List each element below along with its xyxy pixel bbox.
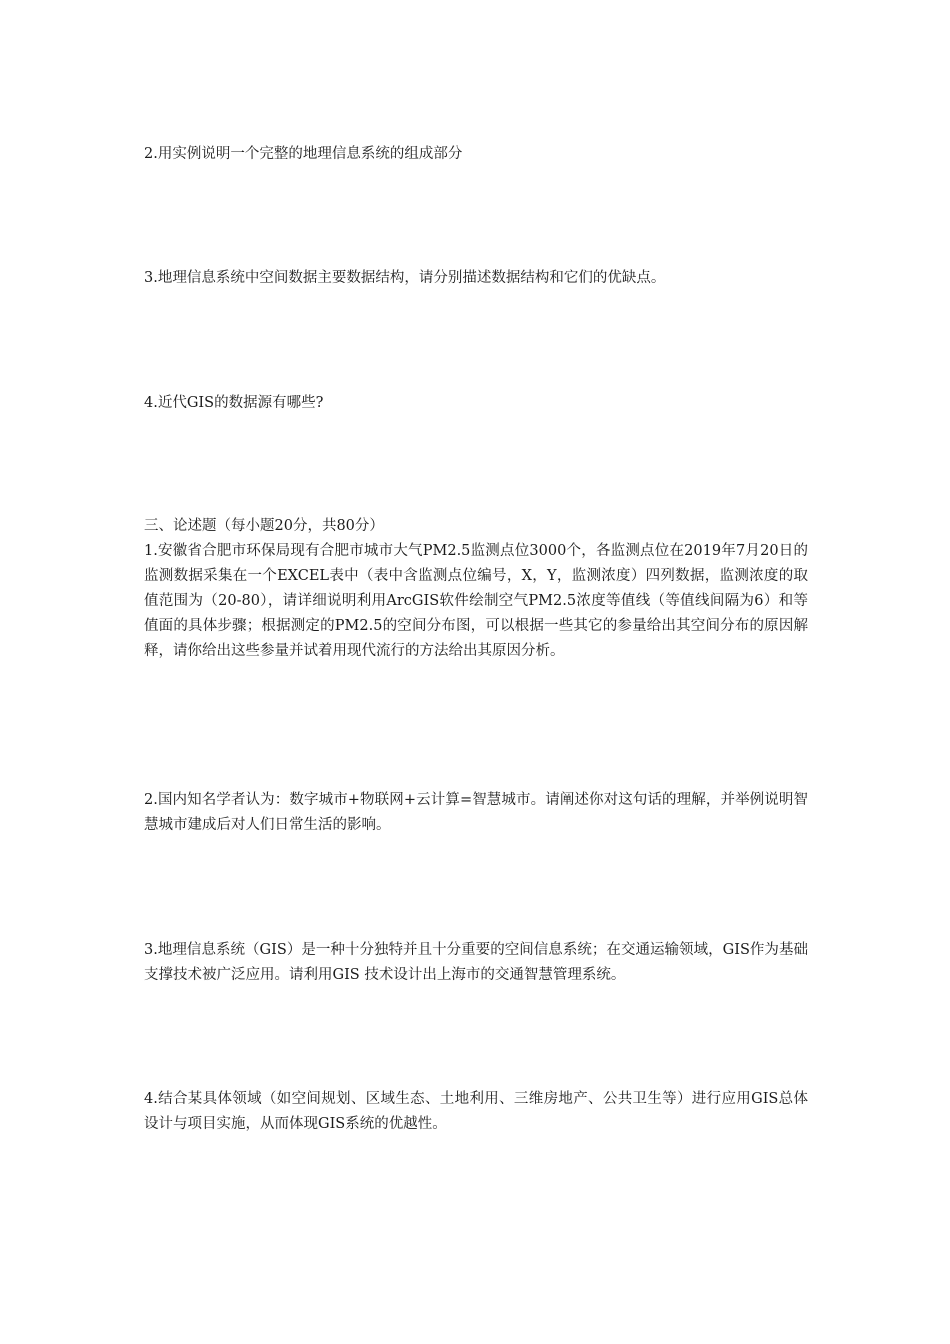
question-3-3: 3.地理信息系统（GIS）是一种十分独特并且十分重要的空间信息系统；在交通运输领域，GIS作为基础支撑技术被广泛应用。请利用GIS 技术设计出上海市的交通智慧管理系统。: [144, 942, 808, 983]
question-3-1: 1.安徽省合肥市环保局现有合肥市城市大气PM2.5监测点位3000个，各监测点位在2019年7月20日的监测数据采集在一个EXCEL表中（表中含监测点位编号，X，Y，监测浓度）四列数据，监测浓度的取值范围为（20-80），请详细说明利用ArcGIS软件绘制空气PM2.5浓度等值线（等值线间隔为6）和等值面的具体步骤；根据测定的PM2.5的空间分布图，可以根据一些其它的参量给出其空间分布的原因解释，请你给出这些参量并试着用现代流行的方法给出其原因分析。: [144, 543, 808, 659]
question-2-2: 2.用实例说明一个完整的地理信息系统的组成部分: [144, 146, 463, 162]
question-3-2: 2.国内知名学者认为：数字城市+物联网+云计算=智慧城市。请阐述你对这句话的理解，并举例说明智慧城市建成后对人们日常生活的影响。: [144, 792, 808, 833]
question-2-3: 3.地理信息系统中空间数据主要数据结构，请分别描述数据结构和它们的优缺点。: [144, 270, 666, 286]
section-3-heading: 三、论述题（每小题20分，共80分）: [144, 518, 384, 534]
question-2-4: 4.近代GIS的数据源有哪些?: [144, 395, 324, 411]
question-3-4: 4.结合某具体领域（如空间规划、区域生态、土地利用、三维房地产、公共卫生等）进行应用GIS总体设计与项目实施，从而体现GIS系统的优越性。: [144, 1091, 808, 1132]
